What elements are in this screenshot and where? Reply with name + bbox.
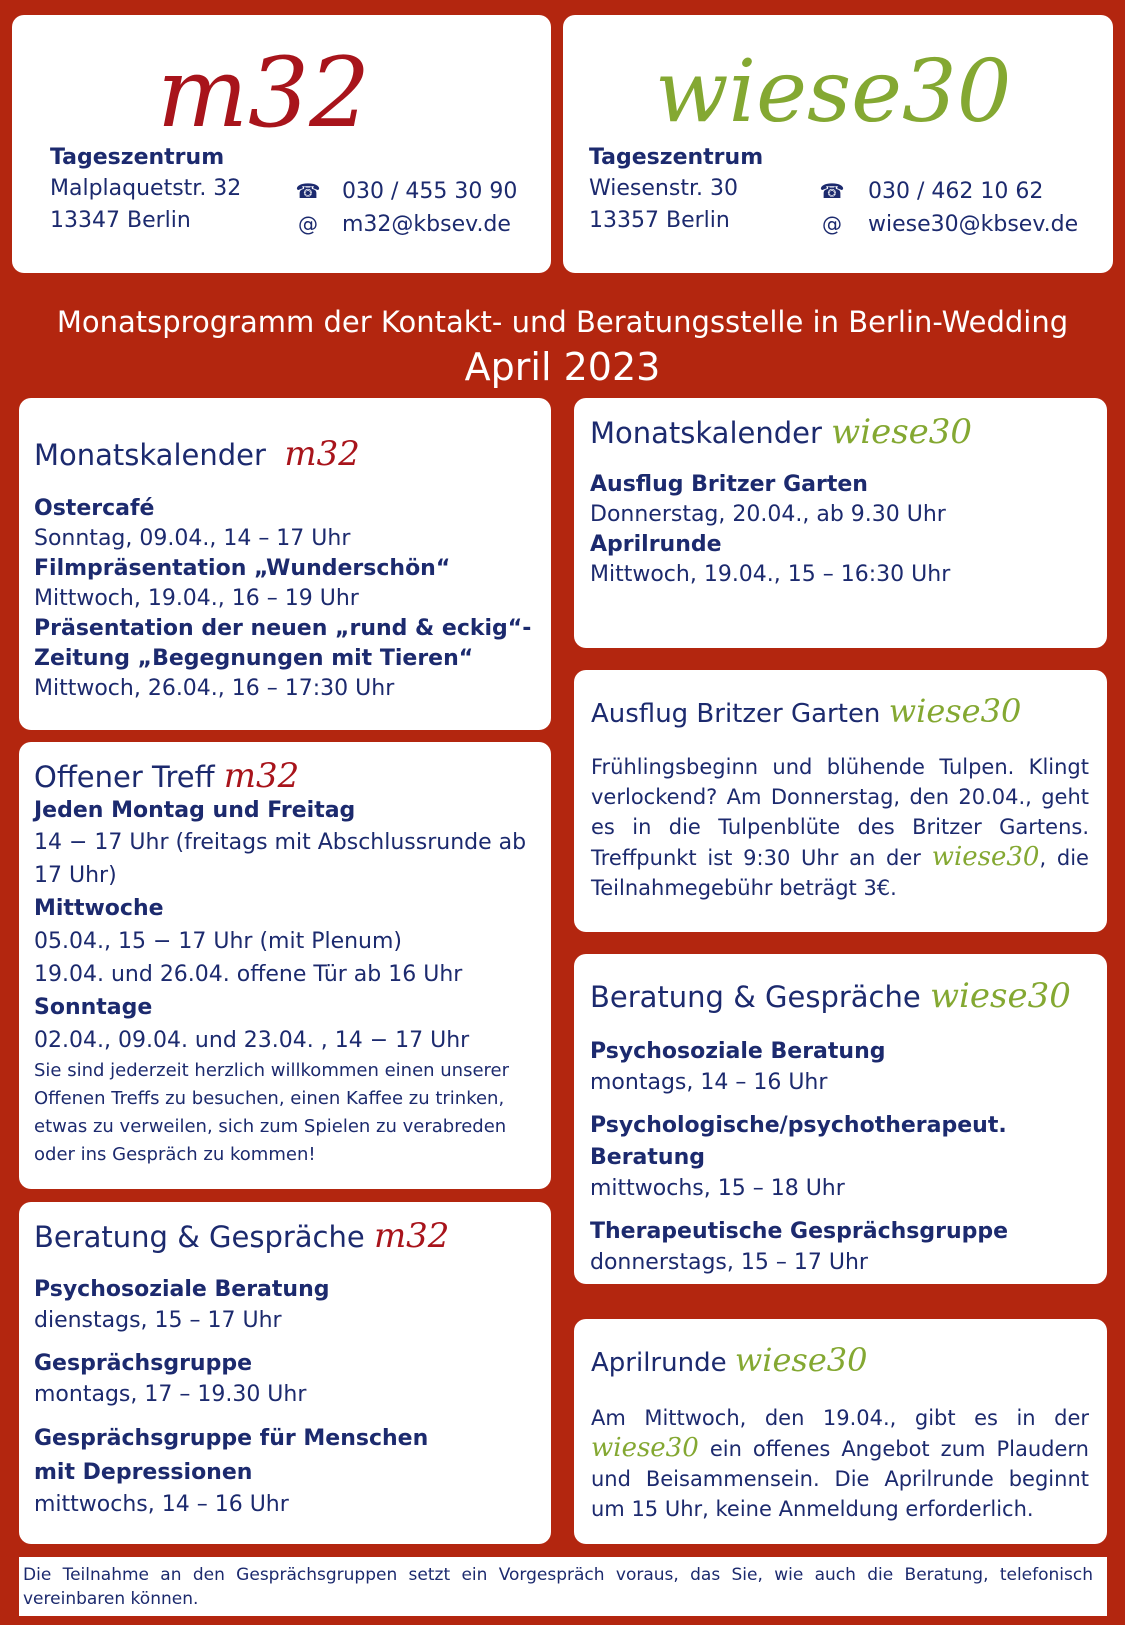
treff-heading: Mittwoche bbox=[34, 896, 164, 921]
wiese30-logo: wiese30 bbox=[831, 412, 973, 452]
email-icon: @ bbox=[298, 212, 318, 236]
event-when: Donnerstag, 20.04., ab 9.30 Uhr bbox=[590, 502, 946, 527]
m32-logo: m32 bbox=[284, 434, 360, 474]
wiese30-logo: wiese30 bbox=[929, 976, 1071, 1016]
treff-text: 02.04., 09.04. und 23.04. , 14 − 17 Uhr bbox=[34, 1028, 470, 1053]
header-card-wiese30 bbox=[563, 15, 1113, 273]
m32-logo: m32 bbox=[157, 37, 371, 149]
footer-note: Die Teilnahme an den Gesprächsgruppen setzt ein Vorgespräch voraus, das Sie, wie auch die Beratung, telefonisch vereinbaren können. bbox=[23, 1565, 1093, 1609]
phone-icon: ☎ bbox=[295, 179, 321, 203]
wiese30-logo: wiese30 bbox=[734, 1341, 868, 1379]
treff-heading: Sonntage bbox=[34, 995, 153, 1020]
wiese30-logo: wiese30 bbox=[888, 692, 1022, 730]
w30-aprilrunde-title: Aprilrunde wiese30 bbox=[591, 1341, 868, 1379]
header-card-m32 bbox=[12, 15, 551, 273]
beratung-when: donnerstags, 15 – 17 Uhr bbox=[590, 1250, 868, 1275]
ausflug-text: Frühlingsbeginn und blühende Tulpen. Klingt verlockend? Am Donnerstag, den 20.04., geht es in die Tulpenblüte des Britzer Gartens. Treffpunkt ist 9:30 Uhr an der wiese30, die Teilnahmegebühr beträgt 3€. bbox=[591, 755, 1089, 900]
event-name: Aprilrunde bbox=[590, 532, 722, 557]
m32-label: Tageszentrum bbox=[50, 145, 225, 170]
wiese30-email[interactable]: wiese30@kbsev.de bbox=[868, 212, 1079, 237]
w30-ausflug-card bbox=[574, 670, 1107, 932]
event-name: Präsentation der neuen „rund & eckig“-Zeitung „Begegnungen mit Tieren“ bbox=[34, 616, 532, 671]
wiese30-logo: wiese30 bbox=[655, 42, 1012, 142]
wiese30-street: Wiesenstr. 30 bbox=[589, 176, 738, 201]
w30-calendar-card bbox=[574, 398, 1107, 648]
event-when: Mittwoch, 19.04., 15 – 16:30 Uhr bbox=[590, 562, 951, 587]
w30-ausflug-title: Ausflug Britzer Garten wiese30 bbox=[591, 692, 1022, 730]
m32-treff-title: Offener Treff m32 bbox=[34, 756, 300, 796]
event-when: Mittwoch, 19.04., 16 – 19 Uhr bbox=[34, 586, 359, 611]
beratung-name: Gesprächsgruppe bbox=[34, 1351, 252, 1376]
wiese30-phone[interactable]: 030 / 462 10 62 bbox=[868, 179, 1044, 204]
beratung-name: Psychosoziale Beratung bbox=[34, 1277, 330, 1302]
event-when: Mittwoch, 26.04., 16 – 17:30 Uhr bbox=[34, 676, 395, 701]
wiese30-logo: wiese30 bbox=[931, 842, 1040, 872]
m32-beratung-card bbox=[19, 1202, 551, 1544]
m32-treff-card bbox=[19, 742, 551, 1189]
phone-icon: ☎ bbox=[819, 179, 845, 203]
w30-beratung-title: Beratung & Gespräche wiese30 bbox=[590, 976, 1071, 1016]
wiese30-label: Tageszentrum bbox=[589, 145, 764, 170]
treff-heading: Jeden Montag und Freitag bbox=[34, 798, 356, 823]
beratung-name: Psychosoziale Beratung bbox=[590, 1039, 886, 1064]
email-icon: @ bbox=[822, 212, 842, 236]
w30-beratung-card bbox=[574, 954, 1107, 1284]
m32-phone[interactable]: 030 / 455 30 90 bbox=[342, 179, 518, 204]
m32-street: Malplaquetstr. 32 bbox=[50, 176, 242, 201]
program-title: Monatsprogramm der Kontakt- und Beratungsstelle in Berlin-Wedding bbox=[56, 305, 1069, 339]
event-name: Ausflug Britzer Garten bbox=[590, 472, 868, 497]
beratung-when: montags, 17 – 19.30 Uhr bbox=[34, 1382, 307, 1407]
treff-note: Sie sind jederzeit herzlich willkommen einen unserer Offenen Treffs zu besuchen, einen Kaffee zu trinken, etwas zu verweilen, sich zum Spielen zu verabreden oder ins Gespräch zu kommen! bbox=[34, 1060, 510, 1165]
m32-city: 13347 Berlin bbox=[50, 208, 191, 233]
beratung-when: mittwochs, 15 – 18 Uhr bbox=[590, 1176, 845, 1201]
treff-text: 05.04., 15 − 17 Uhr (mit Plenum) bbox=[34, 929, 403, 954]
footer-note-card bbox=[19, 1557, 1107, 1616]
event-name: Filmpräsentation „Wunderschön“ bbox=[34, 556, 451, 581]
wiese30-city: 13357 Berlin bbox=[589, 208, 730, 233]
w30-aprilrunde-card bbox=[574, 1319, 1107, 1544]
m32-logo: m32 bbox=[373, 1216, 450, 1256]
m32-email[interactable]: m32@kbsev.de bbox=[342, 212, 511, 237]
event-when: Sonntag, 09.04., 14 – 17 Uhr bbox=[34, 526, 351, 551]
treff-text: 14 − 17 Uhr (freitags mit Abschlussrunde ab 17 Uhr) bbox=[34, 830, 527, 888]
m32-calendar-card bbox=[19, 398, 551, 730]
m32-beratung-title: Beratung & Gespräche m32 bbox=[34, 1216, 450, 1256]
event-name: Ostercafé bbox=[34, 496, 155, 521]
m32-logo: m32 bbox=[223, 756, 300, 796]
aprilrunde-text: Am Mittwoch, den 19.04., gibt es in der wiese30 ein offenes Angebot zum Plaudern und Beisammensein. Die Aprilrunde beginnt um 15 Uhr, keine Anmeldung erforderlich. bbox=[591, 1406, 1089, 1521]
w30-calendar-title: Monatskalender wiese30 bbox=[590, 412, 973, 452]
m32-calendar-title: Monatskalender m32 bbox=[34, 434, 360, 474]
beratung-when: montags, 14 – 16 Uhr bbox=[590, 1070, 828, 1095]
beratung-name: Therapeutische Gesprächsgruppe bbox=[590, 1219, 1009, 1244]
program-month: April 2023 bbox=[464, 345, 661, 389]
beratung-when: dienstags, 15 – 17 Uhr bbox=[34, 1308, 282, 1333]
beratung-when: mittwochs, 14 – 16 Uhr bbox=[34, 1492, 289, 1517]
treff-text: 19.04. und 26.04. offene Tür ab 16 Uhr bbox=[34, 962, 463, 987]
beratung-name: Psychologische/psychotherapeut. Beratung bbox=[590, 1113, 1007, 1170]
wiese30-logo: wiese30 bbox=[591, 1433, 699, 1463]
beratung-name: Gesprächsgruppe für Menschen mit Depressionen bbox=[34, 1426, 429, 1485]
